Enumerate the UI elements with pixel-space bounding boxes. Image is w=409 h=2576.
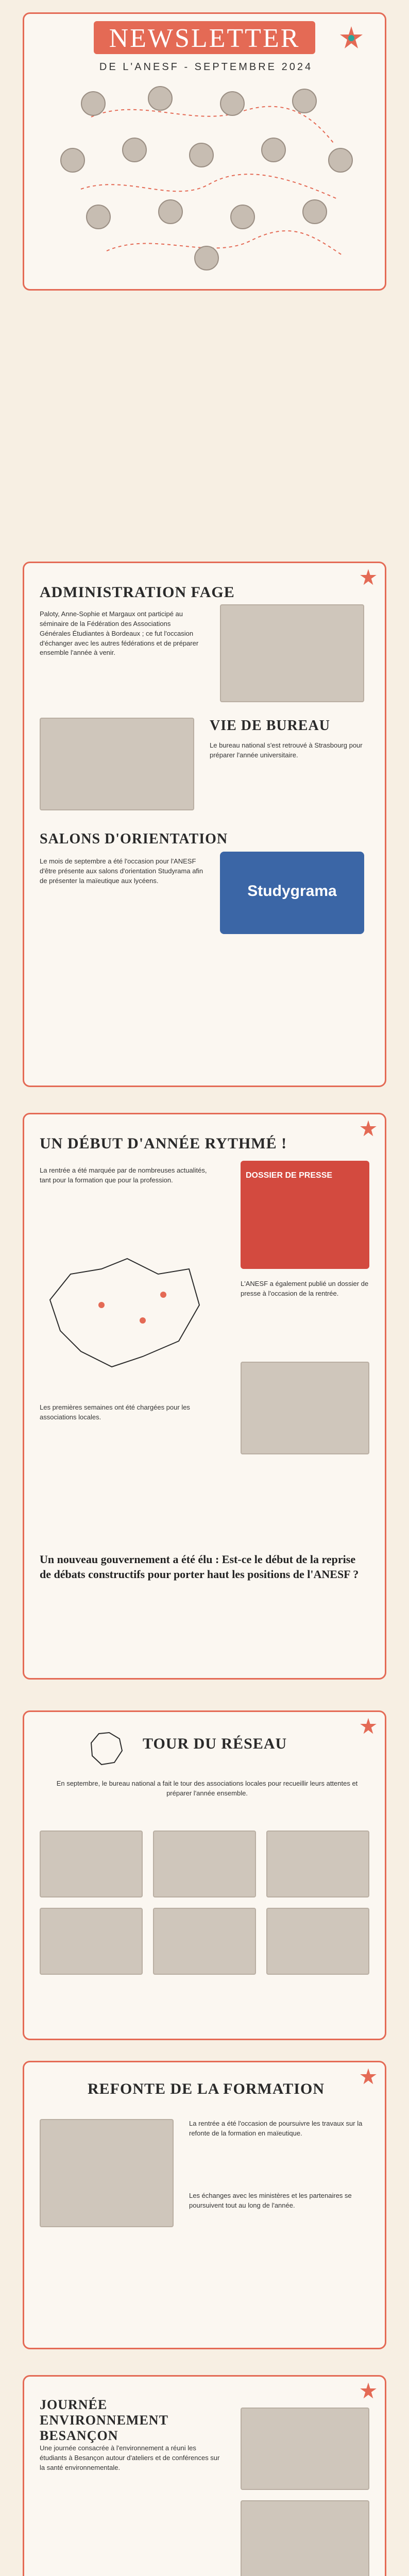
map-sketch <box>40 1238 210 1382</box>
photo-tour-2 <box>153 1831 256 1897</box>
studyrama-badge-label: Studygrama <box>247 883 337 900</box>
photo-tour-5 <box>153 1908 256 1975</box>
star-logo-icon <box>359 1120 378 1138</box>
section-text-debut-right: L'ANESF a également publié un dossier de presse à l'occasion de la rentrée. <box>241 1280 369 1297</box>
member-photo <box>261 138 286 162</box>
dossier-presse-title: DOSSIER DE PRESSE <box>246 1171 333 1180</box>
section-text-refonte: La rentrée a été l'occasion de poursuivre les travaux sur la refonte de la formation en maïeutique. <box>189 2120 363 2137</box>
member-photo <box>328 148 353 173</box>
section-text-journee-env: Une journée consacrée à l'environnement a réuni les étudiants à Besançon autour d'ateliers et de conférences sur la santé environnementale. <box>40 2444 220 2471</box>
callout-gouvernement: Un nouveau gouvernement a été élu : Est-ce le début de la reprise de débats constructifs pour porter haut les positions de l'ANESF ? <box>40 1553 359 1581</box>
member-photo <box>60 148 85 173</box>
section-admin-vie-salons <box>23 562 386 1087</box>
star-logo-icon <box>359 1717 378 1736</box>
member-photo <box>86 205 111 229</box>
section-title-vie-bureau: VIE DE BUREAU <box>210 718 330 734</box>
member-photo <box>292 89 317 113</box>
section-text-debut-mid: Les premières semaines ont été chargées pour les associations locales. <box>40 1403 190 1421</box>
newsletter-title: NEWSLETTER <box>109 24 300 53</box>
photo-refonte <box>40 2119 174 2227</box>
section-text-admin: Paloty, Anne-Sophie et Margaux ont participé au séminaire de la Fédération des Associations Générales Étudiantes à Bordeaux ; ce fut l'occasion d'échanger avec les autres fédérations et de préparer ensemble l'année à venir. <box>40 610 199 657</box>
newsletter-subtitle: DE L'ANESF - SEPTEMBRE 2024 <box>99 61 313 73</box>
section-debut-annee <box>23 1113 386 1680</box>
section-title-debut-annee: UN DÉBUT D'ANNÉE RYTHMÉ ! <box>40 1135 287 1152</box>
member-photo <box>189 143 214 167</box>
member-photo <box>158 199 183 224</box>
photo-tour-4 <box>40 1908 143 1975</box>
member-photo <box>122 138 147 162</box>
section-title-salons: SALONS D'ORIENTATION <box>40 831 228 847</box>
member-photo <box>220 91 245 116</box>
section-title-journee-env: JOURNÉE ENVIRONNEMENT BESANÇON <box>40 2397 168 2443</box>
france-map-icon <box>86 1727 127 1769</box>
section-text-vie-bureau: Le bureau national s'est retrouvé à Strasbourg pour préparer l'année universitaire. <box>210 741 363 759</box>
photo-env-2 <box>241 2500 369 2576</box>
section-refonte <box>23 2061 386 2349</box>
section-title-admin: ADMINISTRATION FAGE <box>40 584 235 601</box>
member-photo <box>302 199 327 224</box>
section-tour-reseau <box>23 1710 386 2040</box>
section-title-refonte: REFONTE DE LA FORMATION <box>88 2080 325 2097</box>
member-photo <box>81 91 106 116</box>
section-title-tour-reseau: TOUR DU RÉSEAU <box>143 1735 287 1752</box>
star-logo-icon <box>359 2382 378 2400</box>
member-photo <box>148 86 173 111</box>
section-text-refonte-2: Les échanges avec les ministères et les partenaires se poursuivent tout au long de l'année. <box>189 2192 352 2209</box>
section-text-debut-left: La rentrée a été marquée par de nombreuses actualités, tant pour la formation que pour la profession. <box>40 1166 207 1184</box>
photo-debut-annee <box>241 1362 369 1454</box>
photo-vie-bureau <box>40 718 194 810</box>
star-logo-icon <box>338 25 364 51</box>
photo-admin <box>220 604 364 702</box>
photo-tour-6 <box>266 1908 369 1975</box>
member-photo <box>194 246 219 270</box>
section-env-tees-weekend <box>23 2375 386 2576</box>
header-section <box>23 12 386 291</box>
photo-tour-1 <box>40 1831 143 1897</box>
member-photo <box>230 205 255 229</box>
photo-env-1 <box>241 2408 369 2490</box>
photo-tour-3 <box>266 1831 369 1897</box>
star-logo-icon <box>359 568 378 587</box>
section-text-tour-reseau: En septembre, le bureau national a fait le tour des associations locales pour recueillir leurs attentes et préparer l'année ensemble. <box>56 1780 358 1797</box>
section-text-salons: Le mois de septembre a été l'occasion pour l'ANESF d'être présente aux salons d'orientation Studyrama afin de présenter la maïeutique aux lycéens. <box>40 857 203 885</box>
